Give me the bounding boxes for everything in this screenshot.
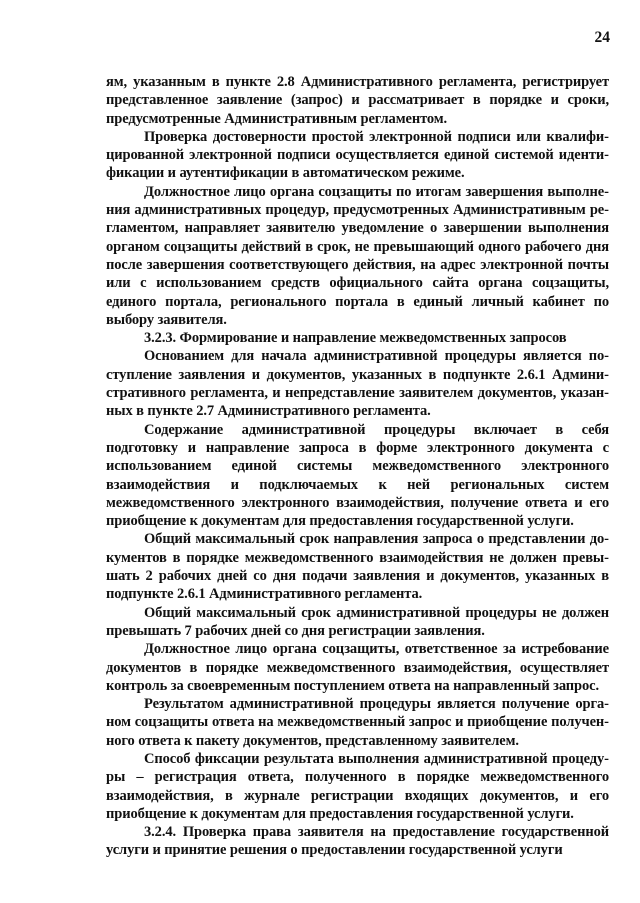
paragraph-grounds: Основанием для начала административной процедуры является поступление заявления и документов, указанных в подпункте 2.6.1 Административного регламента, и непредставление заявителем документов, указанных в пункте 2.7 Административного регламента. [106, 348, 609, 420]
paragraph-procedure-deadline: Общий максимальный срок административной процедуры не должен превышать 7 рабочих дней со дня регистрации заявления. [106, 604, 609, 639]
section-heading-3-2-3: 3.2.3. Формирование и направление межведомственных запросов [144, 330, 567, 347]
paragraph-result: Результатом административной процедуры является получение органом соцзащиты ответа на межведомственный запрос и приобщение полученного ответа к пакету документов, представленному заявителем. [106, 696, 609, 749]
section-heading-3-2-4: 3.2.4. Проверка права заявителя на предоставление государственной услуги и принятие решения о предоставлении государственной услуги [106, 824, 609, 859]
paragraph-continuation: ям, указанным в пункте 2.8 Административного регламента, регистрирует представленное заявление (запрос) и рассматривает в порядке и сроки, предусмотренные Административным регламентом. [106, 74, 609, 127]
page-number: 24 [594, 29, 610, 46]
paragraph-recording-method: Способ фиксации результата выполнения административной процедуры – регистрация ответа, полученного в порядке межведомственного взаимодействия, в журнале регистрации входящих документов, и его приобщение к документам для предоставления государственной услуги. [106, 750, 609, 822]
paragraph-request-deadline: Общий максимальный срок направления запроса о представлении документов в порядке межведомственного взаимодействия не должен превышать 2 рабочих дней со дня подачи заявления и документов, указанных в подпункте 2.6.1 Административного регламента. [106, 531, 609, 603]
page-body [106, 73, 609, 860]
paragraph-content: Содержание административной процедуры включает в себя подготовку и направление запроса в форме электронного документа с использованием единой системы межведомственного электронного взаимодействия и подключаемых к ней региональных систем межведомственного электронного взаимодействия, получение ответа и его приобщение к документам для предоставления государственной услуги. [106, 421, 609, 530]
paragraph-notification: Должностное лицо органа соцзащиты по итогам завершения выполнения административных процедур, предусмотренных Административным регламентом, направляет заявителю уведомление о завершении выполнения органом соцзащиты действий в срок, не превышающий одного рабочего дня после завершения соответствующего действия, на адрес электронной почты или с использованием средств официального сайта органа соцзащиты, единого портала, регионального портала в единый личный кабинет по выбору заявителя. [106, 183, 609, 328]
paragraph-responsible-official: Должностное лицо органа соцзащиты, ответственное за истребование документов в порядке межведомственного взаимодействия, осуществляет контроль за своевременным поступлением ответа на направленный запрос. [106, 641, 609, 694]
paragraph-signature-check: Проверка достоверности простой электронной подписи или квалифицированной электронной подписи осуществляется единой системой идентификации и аутентификации в автоматическом режиме. [106, 128, 609, 182]
